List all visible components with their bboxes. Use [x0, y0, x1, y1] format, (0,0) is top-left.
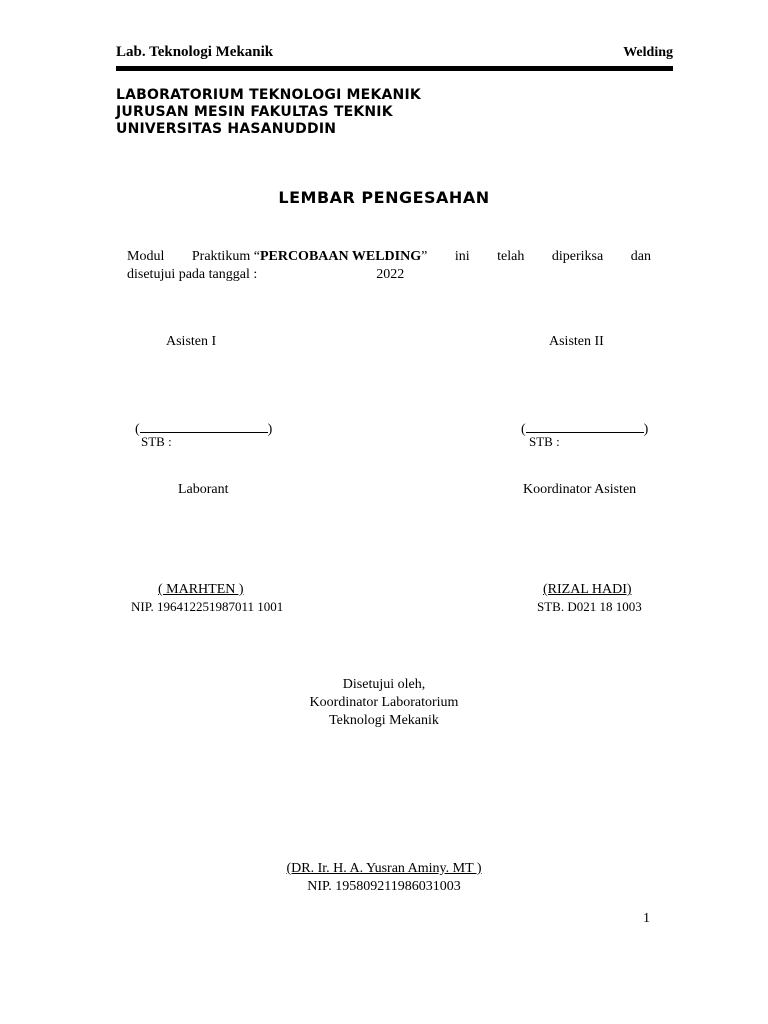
- lab-coordinator-name: (DR. Ir. H. A. Yusran Aminy. MT ): [286, 861, 482, 876]
- laboratory-coordinator-block: [0, 676, 768, 896]
- approval-statement: [127, 248, 651, 284]
- header-divider: [116, 66, 673, 71]
- institution-block: [116, 87, 421, 138]
- laborant-name: ( MARHTEN ): [158, 582, 244, 597]
- page-number: 1: [643, 911, 650, 926]
- coordinator-assistant-stb: STB. D021 18 1003: [537, 599, 642, 614]
- assistant-2-signature-line: ( ): [521, 418, 648, 438]
- laborant-label: Laborant: [178, 482, 229, 497]
- assistant-2-label: Asisten II: [549, 334, 604, 349]
- statement-word: Modul: [127, 249, 165, 264]
- statement-word: ini: [454, 249, 470, 264]
- statement-line-2: [127, 266, 651, 284]
- approval-line-lab: Teknologi Mekanik: [329, 713, 439, 728]
- approval-line-coordinator: Koordinator Laboratorium: [309, 695, 459, 710]
- statement-date-label: disetujui pada tanggal :: [127, 267, 258, 282]
- statement-word: dan: [630, 249, 651, 264]
- institution-line-lab: LABORATORIUM TEKNOLOGI MEKANIK: [116, 87, 421, 103]
- assistant-2-stb: STB :: [529, 434, 560, 449]
- approval-line-approved-by: Disetujui oleh,: [342, 677, 426, 692]
- institution-line-university: UNIVERSITAS HASANUDDIN: [116, 121, 337, 137]
- statement-word: telah: [497, 249, 525, 264]
- module-name: PERCOBAAN WELDING: [259, 249, 422, 264]
- statement-line-1: [127, 248, 651, 266]
- institution-line-department: JURUSAN MESIN FAKULTAS TEKNIK: [116, 104, 393, 120]
- assistant-1-signature-line: ( ): [135, 418, 272, 438]
- statement-year: 2022: [376, 267, 405, 282]
- coordinator-assistant-label: Koordinator Asisten: [523, 482, 637, 497]
- coordinator-assistant-name: (RIZAL HADI): [543, 582, 632, 597]
- header-subject: Welding: [623, 45, 673, 60]
- statement-word: Praktikum “PERCOBAAN WELDING”: [191, 249, 428, 264]
- document-title: LEMBAR PENGESAHAN: [278, 188, 490, 207]
- laborant-nip: NIP. 196412251987011 1001: [131, 599, 284, 614]
- signature-blank: [140, 418, 268, 433]
- assistant-1-stb: STB :: [141, 434, 172, 449]
- assistant-1-label: Asisten I: [166, 334, 217, 349]
- signature-blank: [526, 418, 644, 433]
- statement-word: diperiksa: [551, 249, 604, 264]
- lab-coordinator-nip: NIP. 195809211986031003: [307, 879, 461, 894]
- header-lab-name: Lab. Teknologi Mekanik: [116, 44, 274, 60]
